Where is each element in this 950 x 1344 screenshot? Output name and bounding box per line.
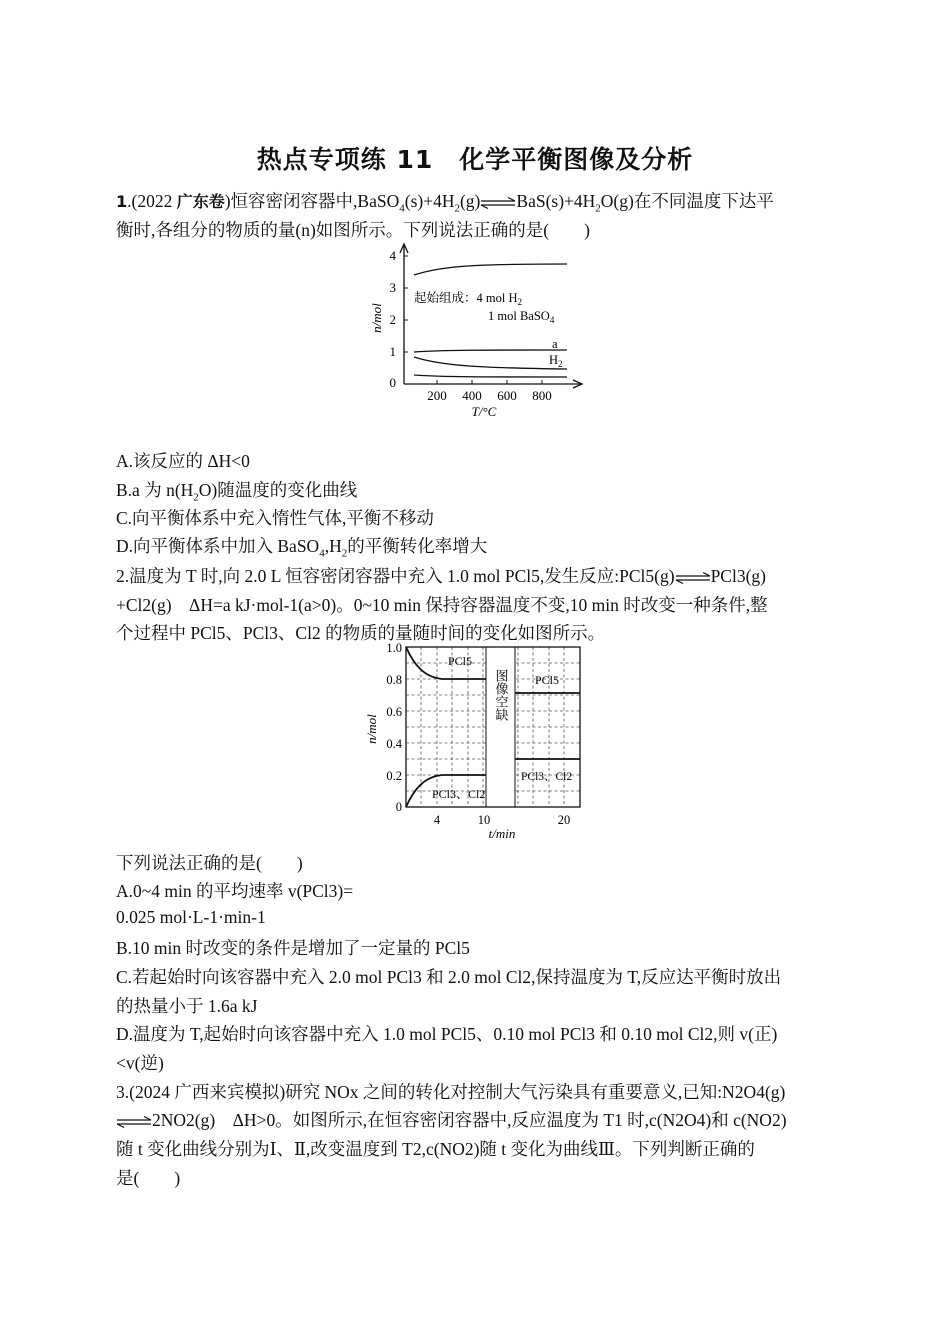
y-tick: 0	[395, 800, 402, 814]
chart-2-moles-vs-time	[362, 643, 592, 840]
curve-label-a: a	[552, 337, 558, 351]
equilibrium-arrow-icon	[675, 572, 711, 584]
q2-line3: 个过程中 PCl5、PCl3、Cl2 的物质的量随时间的变化如图所示。	[116, 623, 606, 643]
y-axis-label: n/mol	[369, 303, 384, 333]
y-tick: 0.6	[386, 705, 402, 719]
q2-option-c-line2: 的热量小于 1.6a kJ	[116, 996, 258, 1016]
y-tick: 1.0	[386, 643, 402, 655]
q2-option-c-line1: C.若起始时向该容器中充入 2.0 mol PCl3 和 2.0 mol Cl2,保持温度为 T,反应达平衡时放出	[116, 967, 782, 987]
y-tick: 0.2	[386, 769, 402, 783]
q3-line4: 是( )	[116, 1168, 181, 1188]
x-tick: 600	[497, 388, 517, 403]
x-tick: 800	[532, 388, 552, 403]
y-tick: 3	[389, 280, 396, 295]
y-tick: 1	[389, 344, 396, 359]
x-axis-label: T/°C	[471, 404, 497, 419]
q1-option-b: B.a 为 $n(H_2O)$随温度的变化曲线	[116, 480, 358, 504]
chart-1-moles-vs-temperature	[362, 240, 592, 425]
equilibrium-arrow-icon	[480, 197, 516, 209]
label-pcl3-cl2-right: PCl3、Cl2	[521, 771, 573, 783]
label-pcl5-right: PCl5	[535, 673, 560, 687]
label-pcl5-left: PCl5	[448, 654, 473, 668]
q1-line2: 衡时,各组分的物质的量(n)如图所示。下列说法正确的是( )	[116, 220, 590, 240]
q1-line1: 1.(2022 广东卷)恒容密闭容器中$,BaSO_4(s)+4H_2(g)$ $BaS(s)+4H_2O(g)$在不同温度下达平	[116, 191, 774, 215]
x-tick: 200	[427, 388, 447, 403]
q2-line2: +Cl2(g) ΔH=a kJ·mol-1(a>0)。0~10 min 保持容器温度不变,10 min 时改变一种条件,整	[116, 595, 768, 615]
page-title: 热点专项练 11 化学平衡图像及分析	[256, 145, 694, 174]
y-axis-label: n/mol	[364, 714, 379, 744]
x-axis-label: t/min	[488, 826, 516, 840]
equilibrium-arrow-icon	[116, 1116, 152, 1128]
initial-composition-line1: 起始组成：4 mol $H_2$	[414, 291, 522, 307]
q2-stem: 下列说法正确的是( )	[116, 853, 303, 873]
q3-line2: 2NO2(g) ΔH>0。如图所示,在恒容密闭容器中,反应温度为 T1 时,c(N2O4)和 c(NO2)	[116, 1107, 787, 1132]
q2-option-d-line2: <v(逆)	[116, 1053, 164, 1073]
q1-option-a: A.该反应的 ΔH<0	[116, 451, 250, 471]
x-tick: 20	[557, 813, 571, 827]
q2-line1: 2.温度为 T 时,向 2.0 L 恒容密闭容器中充入 1.0 mol PCl5,发生反应:PCl5(g) PCl3(g)	[116, 566, 767, 586]
curve-bottom	[414, 375, 567, 377]
label-pcl3-cl2-left: PCl3、Cl2	[432, 787, 486, 801]
curve-top	[414, 264, 567, 275]
q1-option-c: C.向平衡体系中充入惰性气体,平衡不移动	[116, 508, 434, 528]
y-tick: 0.4	[386, 737, 402, 751]
curve-a	[414, 350, 567, 352]
missing-image-label: 图像空缺	[493, 669, 509, 721]
x-tick: 4	[433, 813, 441, 827]
curve-h2	[414, 357, 567, 369]
q2-option-a-line1: A.0~4 min 的平均速率 v(PCl3)=	[116, 881, 354, 901]
q1-option-d: D.向平衡体系中加入 $BaSO_4,H_2$的平衡转化率增大	[116, 536, 488, 560]
q2-option-a-line2: 0.025 mol·L-1·min-1	[116, 907, 266, 927]
initial-composition-line2: 1 mol BaSO$_4$	[488, 309, 555, 325]
q2-option-b: B.10 min 时改变的条件是增加了一定量的 PCl5	[116, 938, 470, 958]
y-tick: 0	[389, 375, 396, 390]
y-tick: 4	[389, 248, 396, 263]
y-tick: 0.8	[386, 673, 402, 687]
y-tick: 2	[389, 312, 396, 327]
q3-line1: 3.(2024 广西来宾模拟)研究 NOx 之间的转化对控制大气污染具有重要意义,已知:N2O4(g)	[116, 1082, 786, 1102]
x-tick: 10	[477, 813, 491, 827]
q2-option-d-line1: D.温度为 T,起始时向该容器中充入 1.0 mol PCl5、0.10 mol PCl3 和 0.10 mol Cl2,则 v(正)	[116, 1024, 778, 1044]
x-tick: 400	[462, 388, 482, 403]
curve-label-h2: $H_2$	[549, 353, 563, 369]
q3-line3: 随 t 变化曲线分别为Ⅰ、Ⅱ,改变温度到 T2,c(NO2)随 t 变化为曲线Ⅲ。下列判断正确的	[116, 1139, 755, 1159]
